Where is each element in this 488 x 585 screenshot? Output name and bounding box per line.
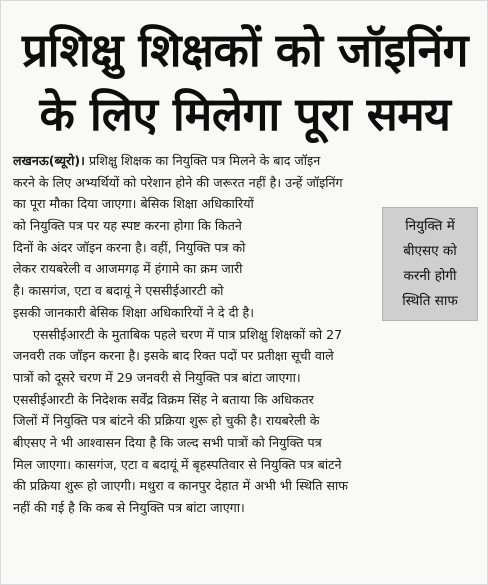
article-line: एससीईआरटी के मुताबिक पहले चरण में पात्र प्रशिक्षु शिक्षकों को 27 bbox=[13, 326, 343, 342]
dateline: लखनऊ(ब्यूरो)। bbox=[13, 153, 85, 168]
headline-line-1: प्रशिक्षु शिक्षकों को जॉइनिंग bbox=[21, 23, 469, 77]
article-line: एससीईआरटी के निदेशक सर्वेंद्र विक्रम सिंह ने बताया कि अधिकतर bbox=[13, 391, 314, 407]
article-line bbox=[13, 150, 348, 172]
article-line: मिल जाएगा। कासगंज, एटा व बदायूं में बृहस्पतिवार से नियुक्ति पत्र बांटने bbox=[13, 456, 342, 472]
article-line: पात्रों को दूसरे चरण में 29 जनवरी से नियुक्ति पत्र बांटा जाएगा। bbox=[13, 369, 301, 385]
headline-line-2: के लिए मिलेगा पूरा समय bbox=[39, 87, 451, 141]
sidebar-line: करनी होगी bbox=[403, 268, 457, 284]
article-line: जनवरी तक जॉइन करना है। इसके बाद रिक्त पदों पर प्रतीक्षा सूची वाले bbox=[13, 348, 334, 364]
article-line: नहीं की गई है कि कब से नियुक्ति पत्र बांटा जाएगा। bbox=[13, 500, 245, 515]
sidebar-box bbox=[382, 207, 478, 321]
article-line: है। कासगंज, एटा व बदायूं ने एससीईआरटी को bbox=[13, 283, 224, 299]
article-line: का पूरा मौका दिया जाएगा। बेसिक शिक्षा अधिकारियों bbox=[13, 196, 254, 212]
article-line: दिनों के अंदर जॉइन करना है। वहीं, नियुक्ति पत्र को bbox=[13, 239, 246, 255]
sidebar-line: नियुक्ति में bbox=[405, 218, 455, 234]
article-line: जिलों में नियुक्ति पत्र बांटने की प्रक्रिया शुरू हो चुकी है। रायबरेली के bbox=[13, 413, 320, 429]
article-line: इसकी जानकारी बेसिक शिक्षा अधिकारियों ने दे दी है। bbox=[13, 304, 254, 320]
article-line-text: प्रशिक्षु शिक्षक का नियुक्ति पत्र मिलने के बाद जॉइन bbox=[84, 153, 321, 168]
sidebar-line: बीएसए को bbox=[403, 243, 457, 259]
article-body bbox=[13, 150, 348, 519]
article-line: बीएसए ने भी आश्वासन दिया है कि जल्द सभी पात्रों को नियुक्ति पत्र bbox=[13, 434, 322, 450]
sidebar-line: स्थिति साफ bbox=[402, 293, 458, 309]
article-line: को नियुक्ति पत्र पर यह स्पष्ट करना होगा कि कितने bbox=[13, 218, 242, 234]
article-line: लेकर रायबरेली व आजमगढ़ में हंगामे का क्रम जारी bbox=[13, 261, 243, 277]
article-line: की प्रक्रिया शुरू हो जाएगी। मथुरा व कानपुर देहात में अभी भी स्थिति साफ bbox=[13, 478, 348, 494]
article-line: करने के लिए अभ्यर्थियों को परेशान होने की जरूरत नहीं है। उन्हें जॉइनिंग bbox=[13, 174, 343, 190]
